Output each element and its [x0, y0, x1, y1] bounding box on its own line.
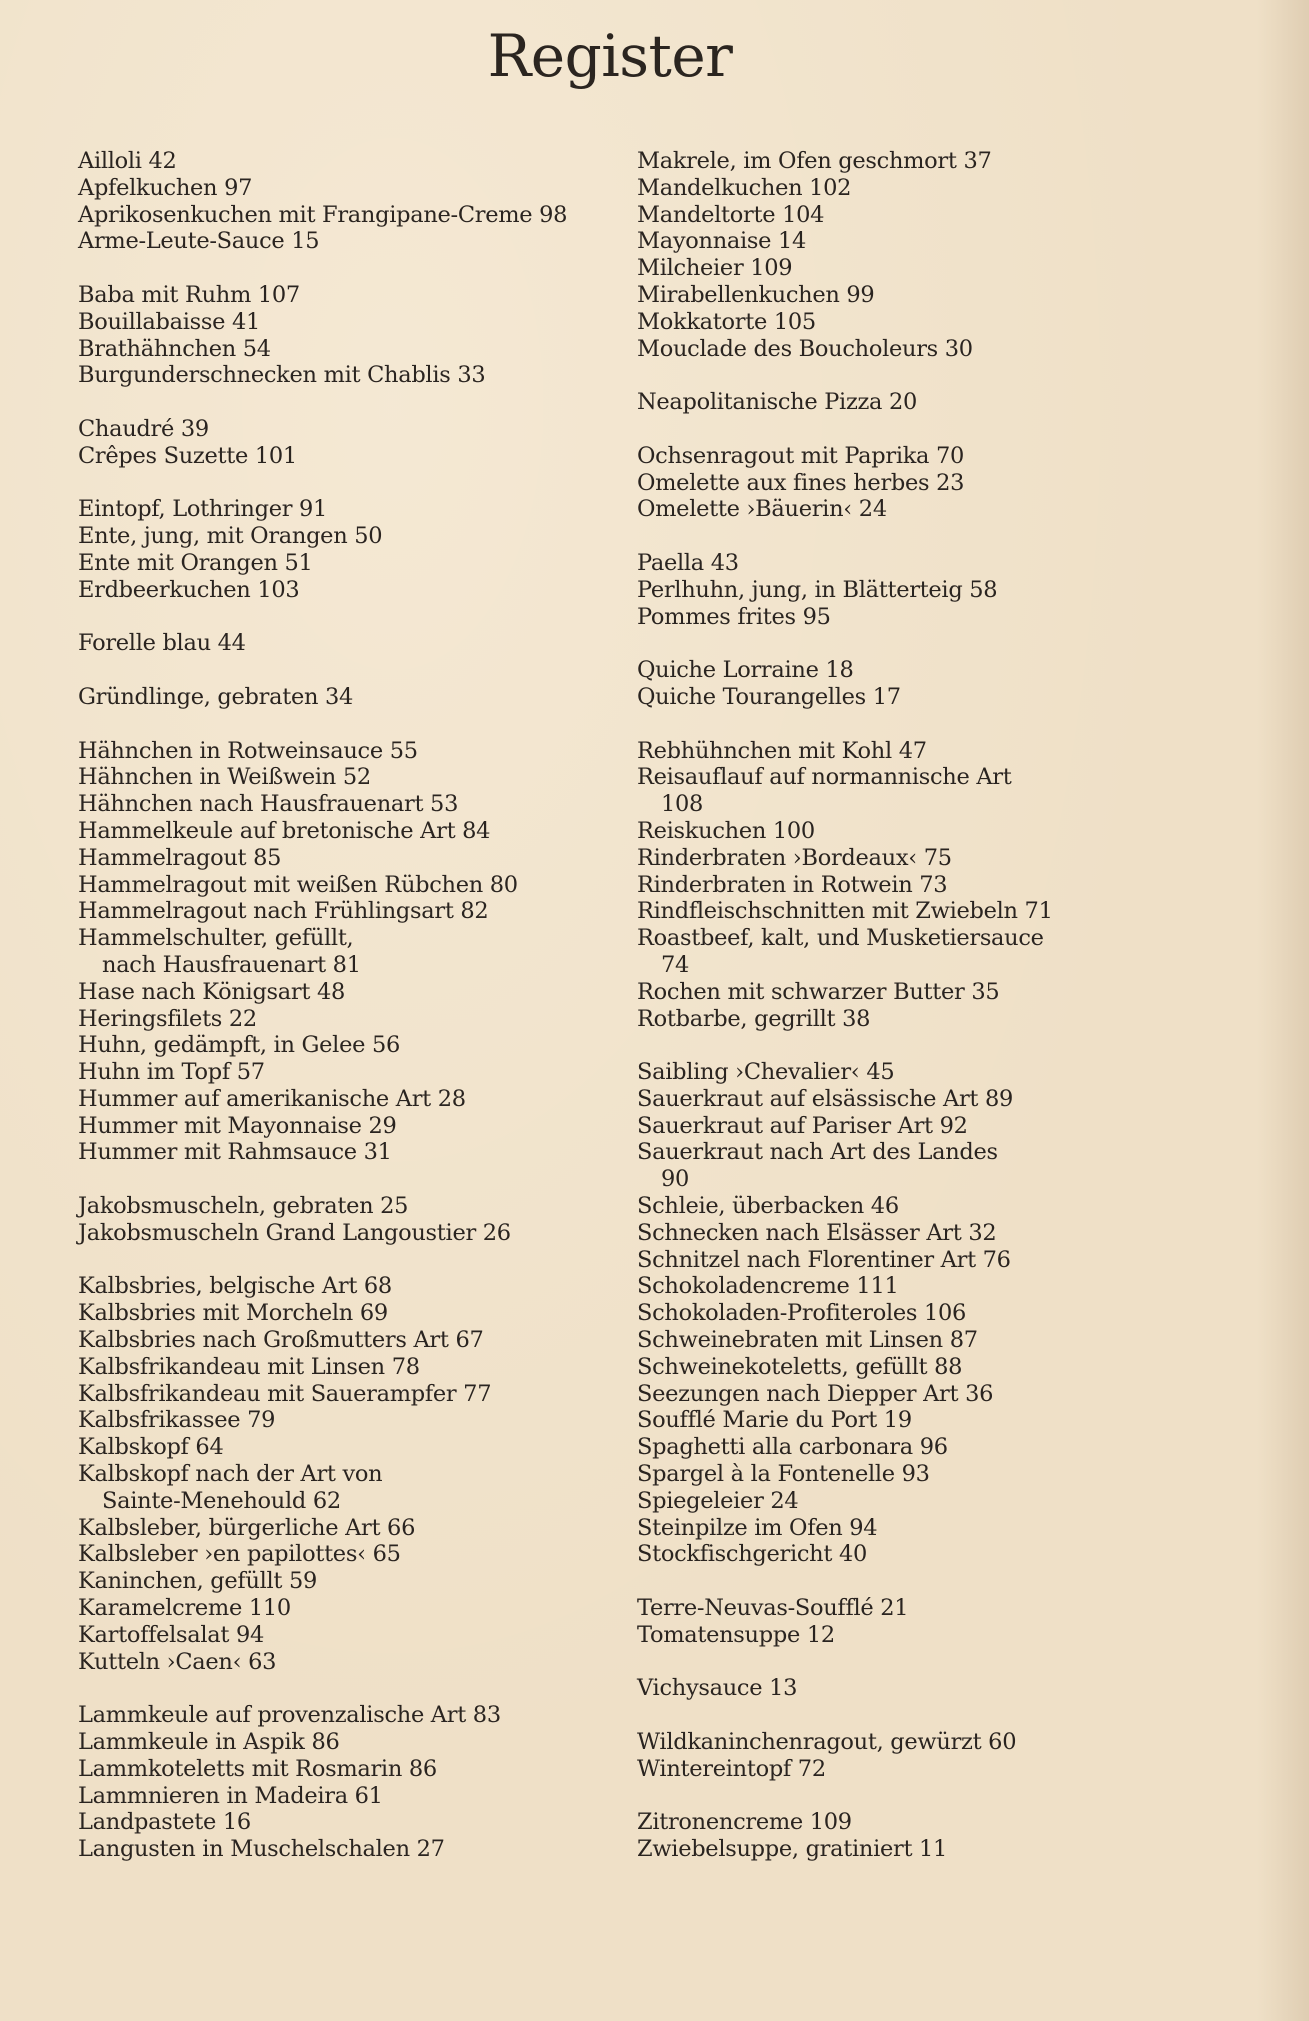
index-entry [78, 818, 638, 845]
index-column-right [637, 148, 1197, 1890]
index-entry [637, 872, 1197, 899]
index-entry [637, 309, 1197, 336]
index-entry [78, 872, 638, 899]
index-entry-text: Hähnchen in Weißwein 52 [78, 764, 371, 791]
index-entry [78, 630, 638, 657]
index-entry-text: Reisauflauf auf normannische Art [637, 764, 1012, 791]
index-entry-text: Mouclade des Boucholeurs 30 [637, 335, 973, 362]
index-letter-group [637, 1809, 1197, 1863]
index-entry-text: Mirabellenkuchen 99 [637, 281, 875, 308]
index-entry [78, 925, 638, 979]
index-entry-text: Rinderbraten in Rotwein 73 [637, 871, 948, 898]
index-entry [78, 845, 638, 872]
index-entry-text: Kalbskopf 64 [78, 1434, 224, 1461]
index-letter-group [637, 389, 1197, 416]
index-entry-text: Sauerkraut auf elsässische Art 89 [637, 1085, 1014, 1112]
index-entry [637, 1809, 1197, 1836]
index-entry-text: Jakobsmuscheln Grand Langoustier 26 [78, 1219, 511, 1246]
index-entry-text: Kalbsbries, belgische Art 68 [78, 1273, 392, 1300]
index-letter-group [78, 1702, 638, 1863]
index-entry [637, 845, 1197, 872]
index-entry-text: Hähnchen nach Hausfrauenart 53 [78, 791, 459, 818]
index-entry [637, 1756, 1197, 1783]
index-entry [78, 738, 638, 765]
index-entry [637, 1622, 1197, 1649]
index-entry-text: Ente mit Orangen 51 [78, 549, 313, 576]
index-entry-text: Hammelragout 85 [78, 844, 282, 871]
index-entry-text: Schnecken nach Elsässer Art 32 [637, 1219, 997, 1246]
index-letter-group [78, 282, 638, 389]
index-entry-text: Rebhühnchen mit Kohl 47 [637, 737, 927, 764]
index-entry [78, 1541, 638, 1568]
index-entry-text: Langusten in Muschelschalen 27 [78, 1836, 445, 1863]
index-entry [637, 1836, 1197, 1863]
index-entry-text: Stockfischgericht 40 [637, 1541, 867, 1568]
index-entry [78, 1568, 638, 1595]
index-letter-group [637, 148, 1197, 362]
index-letter-group [78, 684, 638, 711]
index-entry-text: Ailloli 42 [78, 148, 177, 174]
index-entry-text: Pommes frites 95 [637, 603, 831, 630]
index-entry-text: Karamelcreme 110 [78, 1595, 291, 1622]
index-entry [637, 282, 1197, 309]
index-letter-group [637, 1059, 1197, 1568]
index-entry-text: Mokkatorte 105 [637, 308, 816, 335]
index-entry-text: Wildkaninchenragout, gewürzt 60 [637, 1729, 1017, 1756]
index-entry-text: Sauerkraut nach Art des Landes [637, 1139, 998, 1166]
index-entry-text: Zitronencreme 109 [637, 1809, 852, 1836]
index-letter-group [637, 1729, 1197, 1783]
index-entry [78, 1622, 638, 1649]
index-entry-text: Rindfleischschnitten mit Zwiebeln 71 [637, 898, 1053, 925]
index-entry-text: Kalbsfrikassee 79 [78, 1407, 276, 1434]
index-entry [637, 228, 1197, 255]
index-letter-group [637, 1595, 1197, 1649]
index-entry-text: Hase nach Königsart 48 [78, 978, 345, 1005]
index-entry [637, 175, 1197, 202]
index-entry-text: Gründlinge, gebraten 34 [78, 683, 354, 710]
index-entry [637, 1139, 1197, 1193]
index-entry-text: Arme-Leute-Sauce 15 [78, 228, 320, 255]
index-entry-text: Bouillabaisse 41 [78, 308, 260, 335]
index-entry [637, 1515, 1197, 1542]
index-letter-group [637, 550, 1197, 630]
index-entry-text: Chaudré 39 [78, 415, 209, 442]
index-entry [637, 148, 1197, 175]
index-entry-text: Vichysauce 13 [637, 1675, 798, 1702]
index-entry [78, 1649, 638, 1676]
index-entry-text: Hummer auf amerikanische Art 28 [78, 1085, 466, 1112]
index-entry [78, 1220, 638, 1247]
index-entry-text: Zwiebelsuppe, gratiniert 11 [637, 1836, 948, 1863]
index-entry-text: Aprikosenkuchen mit Frangipane-Creme 98 [78, 201, 568, 228]
index-entry-continuation: 74 [661, 951, 690, 978]
index-entry [637, 1407, 1197, 1434]
index-entry [78, 1300, 638, 1327]
index-entry-text: Ochsenragout mit Paprika 70 [637, 442, 965, 469]
index-entry-text: Lammkoteletts mit Rosmarin 86 [78, 1755, 437, 1782]
index-entry-text: Sauerkraut auf Pariser Art 92 [637, 1112, 968, 1139]
index-entry [78, 443, 638, 470]
index-entry [78, 550, 638, 577]
index-entry-text: Spiegeleier 24 [637, 1487, 799, 1514]
index-entry-text: Lammkeule auf provenzalische Art 83 [78, 1702, 501, 1729]
index-entry-text: Schleie, überbacken 46 [637, 1193, 899, 1220]
index-entry [637, 657, 1197, 684]
index-entry [637, 336, 1197, 363]
index-entry-text: Omelette aux fines herbes 23 [637, 469, 965, 496]
index-entry [78, 1032, 638, 1059]
index-column-left [78, 148, 638, 1890]
index-entry-text: Quiche Lorraine 18 [637, 657, 854, 684]
index-entry-text: Mandelkuchen 102 [637, 174, 852, 201]
index-entry [637, 1595, 1197, 1622]
index-entry-text: Ente, jung, mit Orangen 50 [78, 523, 383, 550]
index-entry-text: Kartoffelsalat 94 [78, 1621, 265, 1648]
index-entry [78, 1327, 638, 1354]
index-entry-text: Lammnieren in Madeira 61 [78, 1782, 383, 1809]
index-entry-text: Spargel à la Fontenelle 93 [637, 1461, 930, 1488]
index-entry-text: Kutteln ›Caen‹ 63 [78, 1648, 277, 1675]
index-entry-text: Neapolitanische Pizza 20 [637, 389, 918, 416]
index-entry [78, 1193, 638, 1220]
index-entry [78, 228, 638, 255]
index-entry-text: Quiche Tourangelles 17 [637, 683, 901, 710]
index-entry [78, 1407, 638, 1434]
index-entry [637, 764, 1197, 818]
index-entry-text: Makrele, im Ofen geschmort 37 [637, 148, 992, 174]
index-entry [78, 791, 638, 818]
index-entry-text: Burgunderschnecken mit Chablis 33 [78, 362, 486, 389]
index-entry-text: Kalbskopf nach der Art von [78, 1461, 383, 1488]
index-letter-group [78, 1273, 638, 1675]
index-entry-text: Landpastete 16 [78, 1809, 251, 1836]
index-entry [637, 443, 1197, 470]
index-entry [78, 764, 638, 791]
index-entry-text: Soufflé Marie du Port 19 [637, 1407, 912, 1434]
index-entry-text: Steinpilze im Ofen 94 [637, 1514, 878, 1541]
index-entry [78, 577, 638, 604]
index-entry [637, 255, 1197, 282]
index-entry [637, 496, 1197, 523]
index-entry [78, 898, 638, 925]
index-entry [78, 496, 638, 523]
index-entry-text: Kaninchen, gefüllt 59 [78, 1568, 318, 1595]
index-entry [637, 1193, 1197, 1220]
index-entry [637, 1006, 1197, 1033]
index-entry [637, 470, 1197, 497]
index-entry-text: Kalbsfrikandeau mit Linsen 78 [78, 1353, 420, 1380]
index-entry [78, 1434, 638, 1461]
index-entry [637, 1059, 1197, 1086]
index-entry-text: Rochen mit schwarzer Butter 35 [637, 978, 1000, 1005]
index-entry [78, 1113, 638, 1140]
index-entry [78, 1086, 638, 1113]
index-entry-text: Hähnchen in Rotweinsauce 55 [78, 737, 418, 764]
index-entry [637, 738, 1197, 765]
page-title: Register [487, 22, 733, 90]
index-entry [78, 1756, 638, 1783]
index-entry-text: Crêpes Suzette 101 [78, 442, 297, 469]
index-entry [78, 309, 638, 336]
index-entry [78, 1729, 638, 1756]
index-entry [78, 1006, 638, 1033]
index-letter-group [637, 657, 1197, 711]
index-entry [78, 1381, 638, 1408]
index-entry [78, 148, 638, 175]
index-entry-text: Schokoladencreme 111 [637, 1273, 899, 1300]
index-entry-text: Paella 43 [637, 549, 739, 576]
index-letter-group [78, 496, 638, 603]
index-entry [78, 336, 638, 363]
index-entry-text: Mandeltorte 104 [637, 201, 825, 228]
index-entry-text: Seezungen nach Diepper Art 36 [637, 1380, 994, 1407]
index-entry-text: Hammelragout nach Frühlingsart 82 [78, 898, 489, 925]
index-entry [637, 1434, 1197, 1461]
index-entry-text: Schweinekoteletts, gefüllt 88 [637, 1353, 963, 1380]
index-entry-text: Wintereintopf 72 [637, 1755, 826, 1782]
index-entry [637, 1086, 1197, 1113]
index-entry [78, 1515, 638, 1542]
index-entry [78, 362, 638, 389]
index-entry-continuation: nach Hausfrauenart 81 [102, 951, 361, 978]
index-entry [78, 175, 638, 202]
index-entry-text: Rinderbraten ›Bordeaux‹ 75 [637, 844, 952, 871]
index-letter-group [637, 1675, 1197, 1702]
index-entry [78, 1273, 638, 1300]
index-entry-text: Brathähnchen 54 [78, 335, 271, 362]
index-entry-text: Heringsfilets 22 [78, 1005, 257, 1032]
index-letter-group [78, 630, 638, 657]
index-entry-continuation: 108 [661, 791, 704, 818]
index-entry [637, 1300, 1197, 1327]
index-entry-text: Eintopf, Lothringer 91 [78, 496, 328, 523]
index-entry [637, 577, 1197, 604]
index-entry-text: Hammelschulter, gefüllt, [78, 925, 354, 952]
index-letter-group [78, 738, 638, 1167]
index-entry [637, 389, 1197, 416]
index-entry-text: Huhn im Topf 57 [78, 1059, 265, 1086]
index-entry-continuation: Sainte-Menehould 62 [102, 1487, 341, 1514]
index-entry [637, 1729, 1197, 1756]
index-entry-text: Spaghetti alla carbonara 96 [637, 1434, 948, 1461]
index-entry [637, 925, 1197, 979]
index-letter-group [78, 148, 638, 255]
index-entry-text: Reiskuchen 100 [637, 817, 815, 844]
index-entry [78, 1461, 638, 1515]
index-entry [78, 1836, 638, 1863]
index-entry [637, 898, 1197, 925]
index-entry-text: Kalbsleber, bürgerliche Art 66 [78, 1514, 416, 1541]
index-entry [637, 1327, 1197, 1354]
index-entry-text: Baba mit Ruhm 107 [78, 281, 300, 308]
index-entry-text: Schweinebraten mit Linsen 87 [637, 1327, 978, 1354]
index-entry-text: Hummer mit Mayonnaise 29 [78, 1112, 397, 1139]
index-entry-text: Schnitzel nach Florentiner Art 76 [637, 1246, 1011, 1273]
index-entry [78, 1809, 638, 1836]
index-entry-text: Erdbeerkuchen 103 [78, 576, 300, 603]
index-entry [637, 979, 1197, 1006]
index-entry-text: Saibling ›Chevalier‹ 45 [637, 1059, 895, 1086]
index-entry [78, 416, 638, 443]
index-entry-text: Hammelkeule auf bretonische Art 84 [78, 817, 491, 844]
index-entry [637, 1220, 1197, 1247]
index-entry [637, 818, 1197, 845]
index-entry [78, 684, 638, 711]
index-entry-text: Terre-Neuvas-Soufflé 21 [637, 1595, 909, 1622]
index-entry-text: Milcheier 109 [637, 255, 793, 282]
index-entry-text: Jakobsmuscheln, gebraten 25 [78, 1193, 409, 1220]
index-entry-text: Roastbeef, kalt, und Musketiersauce [637, 925, 1044, 952]
index-entry-text: Kalbsbries nach Großmutters Art 67 [78, 1327, 484, 1354]
index-entry-text: Rotbarbe, gegrillt 38 [637, 1005, 871, 1032]
index-entry-text: Tomatensuppe 12 [637, 1621, 835, 1648]
index-entry-text: Kalbsfrikandeau mit Sauerampfer 77 [78, 1380, 492, 1407]
index-entry [637, 1461, 1197, 1488]
index-entry [78, 523, 638, 550]
index-letter-group [78, 416, 638, 470]
index-letter-group [637, 443, 1197, 523]
index-entry [78, 282, 638, 309]
index-entry-text: Hammelragout mit weißen Rübchen 80 [78, 871, 518, 898]
index-entry-text: Apfelkuchen 97 [78, 174, 253, 201]
index-letter-group [78, 1193, 638, 1247]
index-entry-text: Kalbsleber ›en papilottes‹ 65 [78, 1541, 401, 1568]
index-entry-text: Hummer mit Rahmsauce 31 [78, 1139, 392, 1166]
index-entry [78, 202, 638, 229]
index-entry-text: Perlhuhn, jung, in Blätterteig 58 [637, 576, 998, 603]
index-entry [78, 979, 638, 1006]
index-entry-text: Lammkeule in Aspik 86 [78, 1729, 340, 1756]
index-entry-text: Schokoladen-Profiteroles 106 [637, 1300, 967, 1327]
index-entry-text: Huhn, gedämpft, in Gelee 56 [78, 1032, 400, 1059]
index-entry [637, 1488, 1197, 1515]
index-entry-text: Omelette ›Bäuerin‹ 24 [637, 496, 887, 523]
index-entry [637, 550, 1197, 577]
index-entry-continuation: 90 [661, 1166, 690, 1193]
index-entry-text: Kalbsbries mit Morcheln 69 [78, 1300, 388, 1327]
index-entry-text: Forelle blau 44 [78, 630, 246, 657]
index-letter-group [637, 738, 1197, 1033]
index-entry-text: Mayonnaise 14 [637, 228, 807, 255]
index-entry [637, 1541, 1197, 1568]
index-entry [637, 604, 1197, 631]
index-entry [637, 684, 1197, 711]
index-entry [78, 1139, 638, 1166]
index-entry [637, 1381, 1197, 1408]
index-entry [637, 1113, 1197, 1140]
index-entry [637, 1354, 1197, 1381]
index-entry [637, 202, 1197, 229]
index-entry [637, 1247, 1197, 1274]
index-entry [78, 1595, 638, 1622]
index-entry [78, 1059, 638, 1086]
index-entry [78, 1354, 638, 1381]
index-entry [637, 1273, 1197, 1300]
index-entry [78, 1702, 638, 1729]
index-entry [637, 1675, 1197, 1702]
index-entry [78, 1783, 638, 1810]
